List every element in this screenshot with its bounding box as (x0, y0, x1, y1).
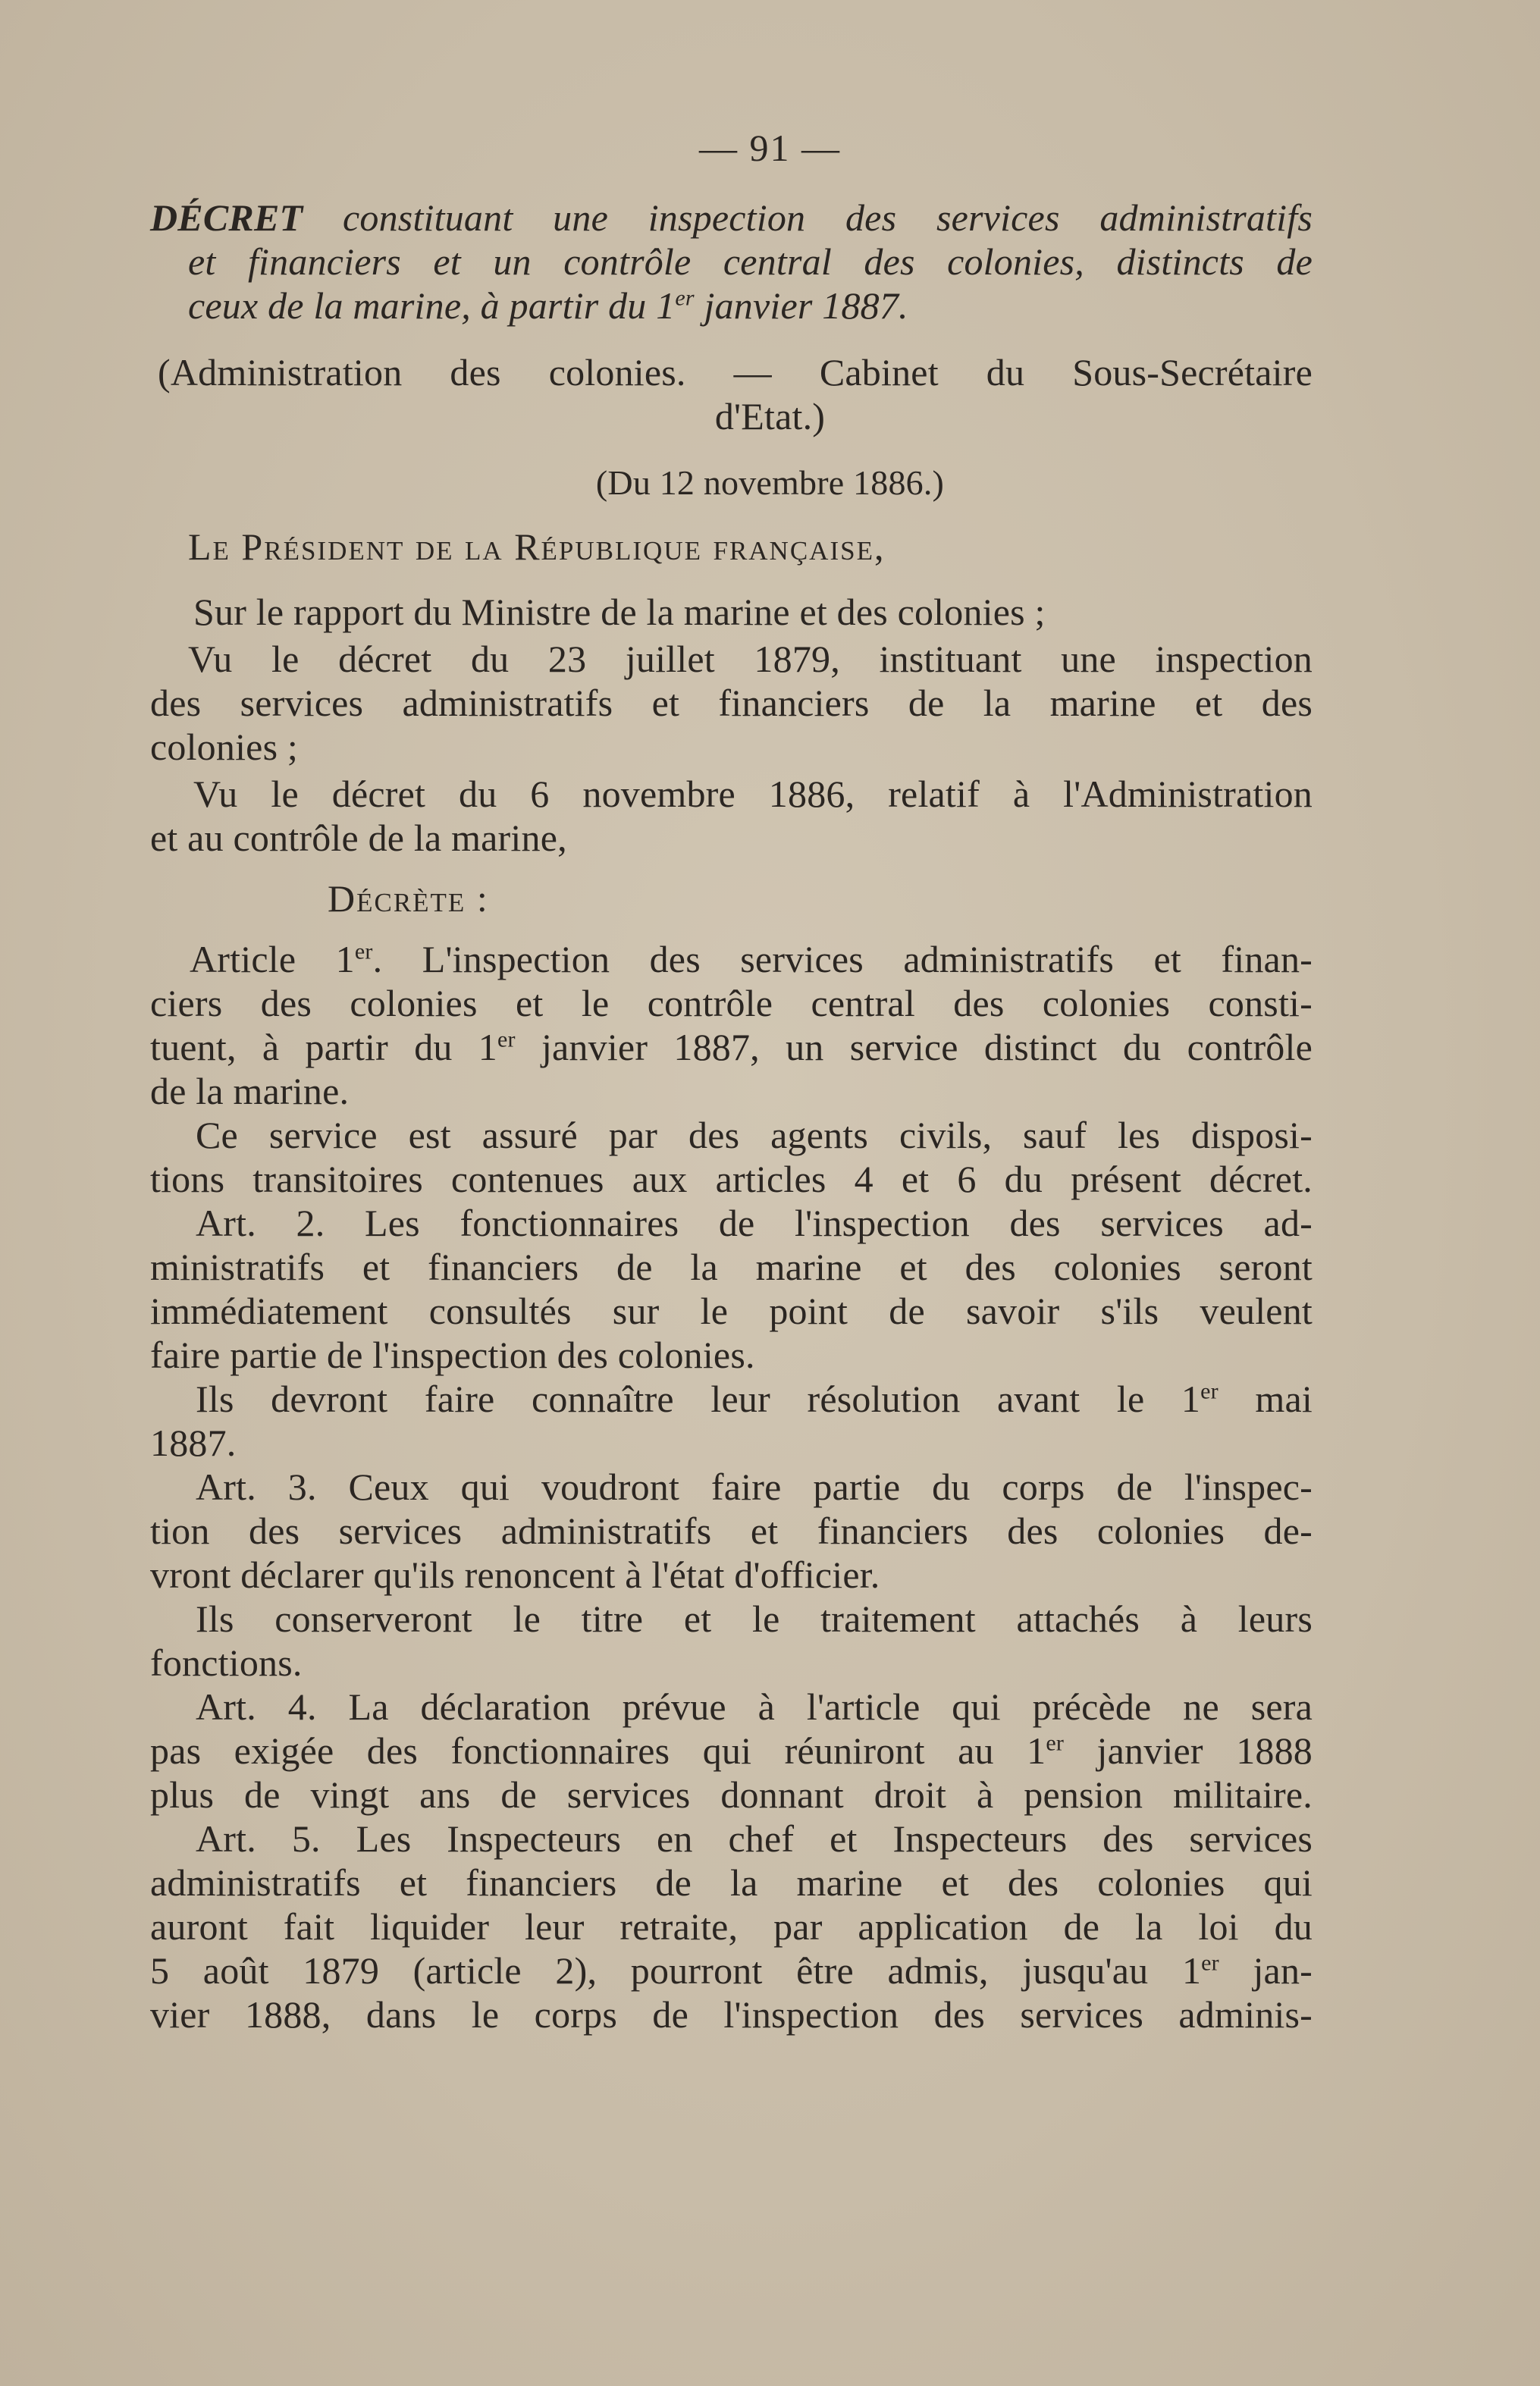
decree-date: (Du 12 novembre 1886.) (595, 463, 945, 502)
article-5-line-2: administratifs et financiers de la marine et des colonies qui (150, 1861, 1313, 1904)
page-number: — 91 — (699, 127, 841, 169)
article-2-line-3: immédiatement consultés sur le point de savoir s'ils veulent (150, 1290, 1313, 1332)
article-1b-line-1: Ce service est assuré par des agents civils, sauf les disposi- (196, 1114, 1313, 1156)
article-1b-line-2: tions transitoires contenues aux articles 4 et 6 du présent décret. (150, 1158, 1313, 1200)
president-heading: Le Président de la République française, (188, 525, 886, 568)
decree-title-line-2: et financiers et un contrôle central des colonies, distincts de (188, 240, 1313, 283)
article-1-line-4: de la marine. (150, 1070, 350, 1112)
preamble-paragraph-1: Sur le rapport du Ministre de la marine et des colonies ; (193, 591, 1046, 633)
article-4-line-2: pas exigée des fonctionnaires qui réuniront au 1er janvier 1888 (150, 1729, 1313, 1772)
article-2-line-4: faire partie de l'inspection des colonies. (150, 1334, 755, 1376)
article-3b-line-2: fonctions. (150, 1641, 303, 1684)
article-5-line-1: Art. 5. Les Inspecteurs en chef et Inspecteurs des services (196, 1817, 1313, 1860)
article-3-line-1: Art. 3. Ceux qui voudront faire partie du corps de l'inspec- (196, 1466, 1313, 1508)
article-4-line-1: Art. 4. La déclaration prévue à l'article qui précède ne sera (196, 1685, 1313, 1728)
article-1-line-3: tuent, à partir du 1er janvier 1887, un service distinct du contrôle (150, 1026, 1313, 1068)
preamble-paragraph-2-line-3: colonies ; (150, 726, 299, 768)
article-2b-line-1: Ils devront faire connaître leur résolution avant le 1er mai (196, 1378, 1313, 1420)
source-line-1: (Administration des colonies. — Cabinet du Sous-Secrétaire (158, 351, 1313, 393)
decrete-heading: Décrète : (328, 877, 489, 920)
article-2b-line-2: 1887. (150, 1422, 237, 1464)
article-3-line-2: tion des services administratifs et financiers des colonies de- (150, 1510, 1313, 1552)
article-3b-line-1: Ils conserveront le titre et le traitement attachés à leurs (196, 1597, 1313, 1640)
preamble-paragraph-2-line-2: des services administratifs et financiers de la marine et des (150, 682, 1313, 724)
article-5-line-5: vier 1888, dans le corps de l'inspection des services adminis- (150, 1993, 1313, 2036)
decree-title-lead: DÉCRET (150, 196, 303, 239)
article-5-line-3: auront fait liquider leur retraite, par application de la loi du (150, 1905, 1313, 1948)
article-3-line-3: vront déclarer qu'ils renoncent à l'état d'officier. (150, 1554, 880, 1596)
decree-title-line-1: DÉCRET constituant une inspection des services administratifs (150, 196, 1313, 239)
preamble-paragraph-3-line-1: Vu le décret du 6 novembre 1886, relatif à l'Administration (193, 773, 1313, 815)
article-5-line-4: 5 août 1879 (article 2), pourront être admis, jusqu'au 1er jan- (150, 1949, 1313, 1992)
preamble-paragraph-2-line-1: Vu le décret du 23 juillet 1879, instituant une inspection (188, 638, 1313, 680)
source-line-2: d'Etat.) (714, 395, 826, 437)
article-2-line-2: ministratifs et financiers de la marine et des colonies seront (150, 1246, 1313, 1288)
decree-title-line-3: ceux de la marine, à partir du 1er janvier 1887. (188, 284, 908, 327)
article-1-line-1: Article 1er. L'inspection des services administratifs et finan- (190, 938, 1313, 980)
article-2-line-1: Art. 2. Les fonctionnaires de l'inspection des services ad- (196, 1202, 1313, 1244)
article-1-line-2: ciers des colonies et le contrôle central des colonies consti- (150, 982, 1313, 1024)
preamble-paragraph-3-line-2: et au contrôle de la marine, (150, 817, 567, 859)
article-4-line-3: plus de vingt ans de services donnant droit à pension militaire. (150, 1773, 1313, 1816)
